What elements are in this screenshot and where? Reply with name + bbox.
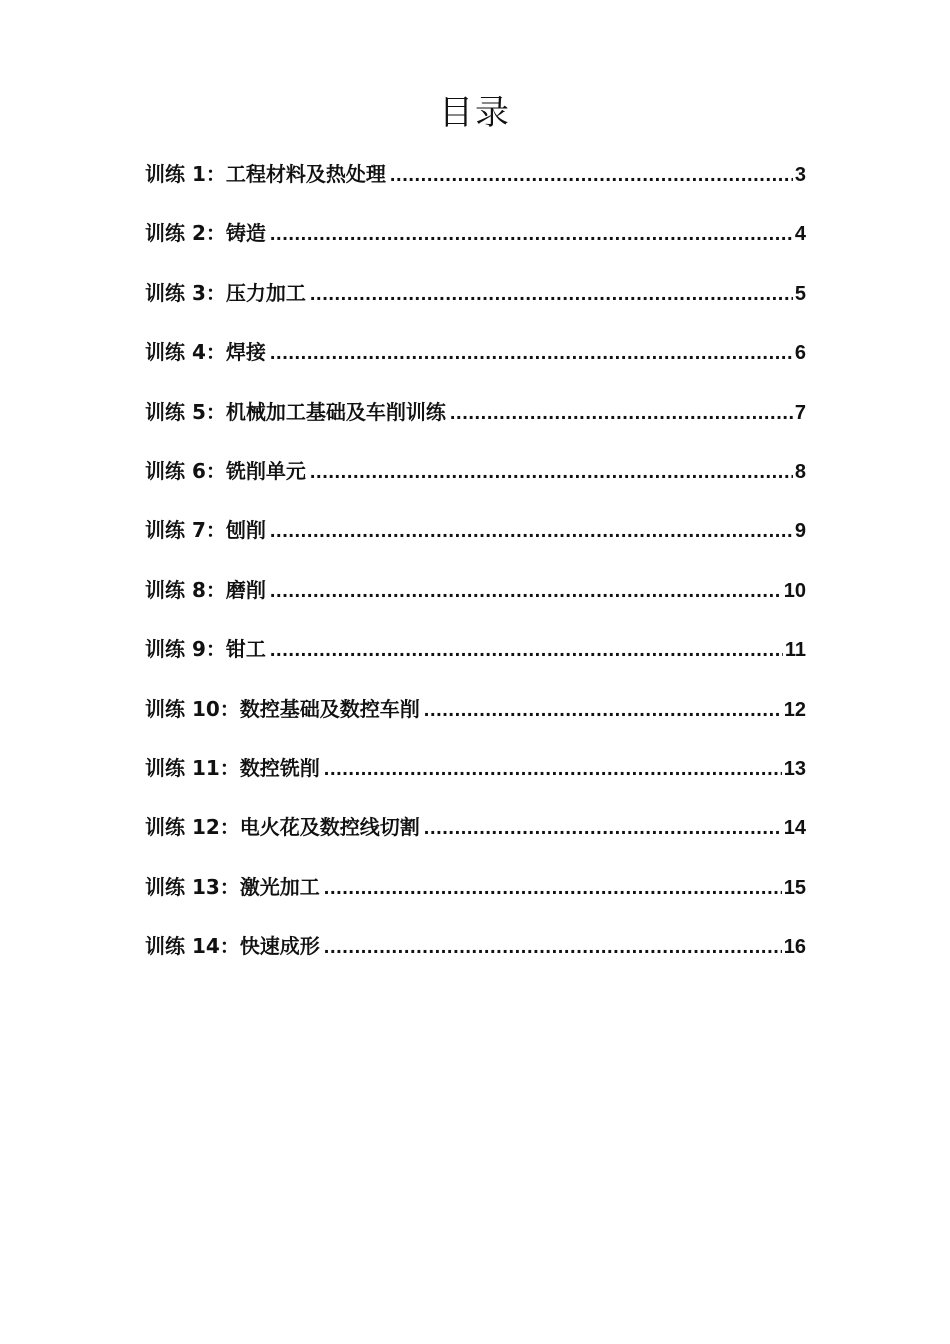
dot-leader	[270, 214, 793, 254]
toc-entry-label: 训练 9：钳工	[145, 637, 266, 662]
toc-entry[interactable]	[145, 748, 806, 807]
toc-entry-label: 训练 11：数控铣削	[145, 755, 320, 780]
dot-leader	[390, 155, 793, 195]
toc-entry-page: 4	[794, 223, 806, 246]
toc-entry[interactable]	[145, 213, 806, 272]
toc-entry[interactable]	[145, 926, 806, 985]
toc-entry[interactable]	[145, 332, 806, 391]
toc-entry-page: 5	[794, 282, 806, 305]
toc-entry-page: 14	[783, 817, 806, 840]
toc-entry-label: 训练 5：机械加工基础及车削训练	[145, 399, 446, 424]
toc-entry-label: 训练 8：磨削	[145, 577, 266, 602]
dot-leader	[424, 690, 782, 730]
dot-leader	[270, 333, 793, 373]
toc-entry-label: 训练 7：刨削	[145, 518, 266, 543]
toc-entry[interactable]	[145, 392, 806, 451]
dot-leader	[424, 808, 782, 848]
dot-leader	[310, 452, 793, 492]
toc-entry-page: 6	[794, 342, 806, 365]
dot-leader	[270, 571, 782, 611]
toc-entry[interactable]	[145, 154, 806, 213]
toc-entry[interactable]	[145, 510, 806, 569]
toc-entry-page: 15	[783, 876, 806, 899]
toc-entry[interactable]	[145, 629, 806, 688]
toc-entry-page: 3	[794, 164, 806, 186]
toc-entry-label: 训练 2：铸造	[145, 221, 266, 246]
toc-entry-label: 训练 3：压力加工	[145, 280, 306, 305]
toc-entry[interactable]	[145, 570, 806, 629]
toc-entry-label: 训练 14：快速成形	[145, 934, 320, 959]
toc-title: 目录	[439, 93, 511, 133]
dot-leader	[310, 274, 793, 314]
toc-entry-page: 11	[784, 639, 806, 662]
toc-entry-page: 13	[783, 757, 806, 780]
toc-entry-page: 16	[783, 936, 806, 959]
toc-entry-label: 训练 12：电火花及数控线切割	[145, 815, 420, 840]
toc-entry[interactable]	[145, 273, 806, 332]
toc-entry[interactable]	[145, 807, 806, 866]
dot-leader	[270, 630, 783, 670]
toc-entry-page: 7	[794, 401, 806, 424]
toc-entry-label: 训练 13：激光加工	[145, 874, 320, 899]
toc-entry-label: 训练 4：焊接	[145, 340, 266, 365]
toc-entry[interactable]	[145, 867, 806, 926]
toc-entry-page: 10	[783, 579, 806, 602]
toc-entry[interactable]	[145, 689, 806, 748]
toc-entry-label: 训练 6：铣削单元	[145, 458, 306, 483]
dot-leader	[450, 393, 793, 433]
toc-entry-page: 12	[783, 698, 806, 721]
dot-leader	[324, 749, 782, 789]
dot-leader	[324, 868, 782, 908]
toc-entry-page: 9	[794, 520, 806, 543]
dot-leader	[324, 927, 782, 967]
toc-entry[interactable]	[145, 451, 806, 510]
toc-entry-page: 8	[794, 460, 806, 483]
toc-entry-label: 训练 10：数控基础及数控车削	[145, 696, 420, 721]
toc-list	[145, 154, 806, 985]
toc-entry-label: 训练 1：工程材料及热处理	[145, 162, 386, 186]
dot-leader	[270, 511, 793, 551]
